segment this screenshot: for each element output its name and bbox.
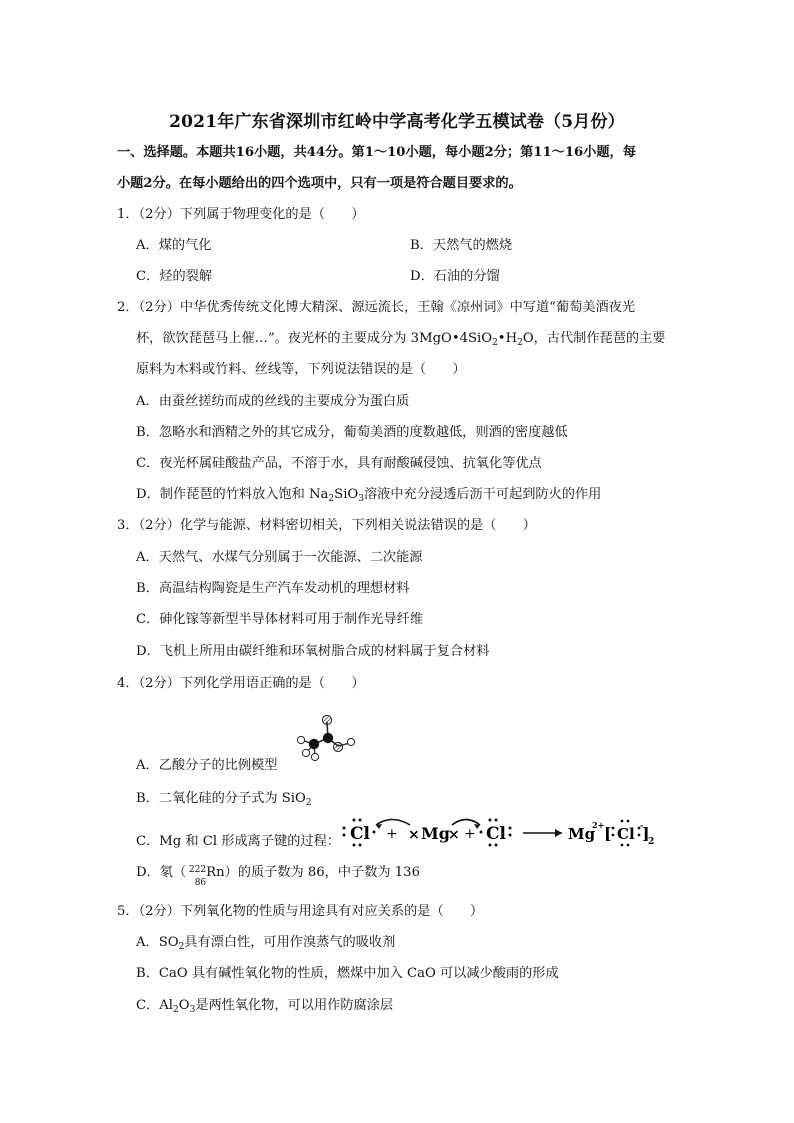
section-instructions-line2: 小题2分。在每小题给出的四个选项中，只有一项是符合题目要求的。 (117, 176, 522, 191)
q2-option-b: B．忽略水和酒精之外的其它成分，葡萄美酒的度数越低，则酒的密度越低 (136, 425, 568, 440)
q2-option-a: A．由蚕丝搓纺而成的丝线的主要成分为蛋白质 (136, 394, 410, 409)
q3-option-b: B．高温结构陶瓷是生产汽车发动机的理想材料 (136, 581, 410, 596)
q4-option-b: B．二氧化硅的分子式为 SiO$_2$ (136, 791, 312, 808)
svg-text:]: ] (642, 824, 650, 843)
q3-option-a: A．天然气、水煤气分别属于一次能源、二次能源 (136, 550, 423, 565)
svg-text:×: × (408, 827, 420, 843)
q5-option-c: C．$Al_2O_3$是两性氧化物，可以用作防腐涂层 (136, 998, 394, 1015)
eq-mg-left: Mg (421, 824, 450, 843)
radon-nuclide-notation: 222 86 (188, 865, 207, 888)
eq-charge: 2+ (592, 820, 605, 830)
page-title: 2021年广东省深圳市红岭中学高考化学五模试卷（5月份） (169, 112, 625, 132)
svg-text:-: - (640, 820, 644, 830)
q3-option-d: D．飞机上所用由碳纤维和环氧树脂合成的材料属于复合材料 (136, 644, 490, 659)
eq-cl-right: Cl (486, 824, 506, 844)
q1-option-d: D．石油的分馏 (410, 269, 500, 284)
q2-stem-line3: 原料为木料或竹料、丝线等，下列说法错误的是（ ） (136, 362, 466, 377)
q1-stem: 1．（2分）下列属于物理变化的是（ ） (117, 207, 365, 222)
q4-option-c: C．Mg 和 Cl 形成离子键的过程： (136, 834, 340, 849)
section-instructions-line1: 一、选择题。本题共16小题，共44分。第1～10小题，每小题2分；第11～16小题，每 (117, 145, 636, 160)
eq-plus-1: + (386, 826, 398, 842)
svg-text:[: [ (604, 824, 612, 843)
q3-option-c: C．砷化镓等新型半导体材料可用于制作光导纤维 (136, 612, 424, 627)
q1-option-b: B．天然气的燃烧 (410, 238, 513, 253)
eq-plus-2: + (464, 826, 476, 842)
q2-stem-line1: 2．（2分）中华优秀传统文化博大精深、源远流长，王翰《凉州词》中写道“葡萄美酒夜光 (117, 300, 636, 315)
q5-stem: 5．（2分）下列氧化物的性质与用途具有对应关系的是（ ） (117, 904, 484, 919)
svg-text:×: × (448, 827, 460, 843)
q2-option-d: D．制作琵琶的竹料放入饱和 $Na_2SiO_3$溶液中充分浸透后沥干可起到防火的作用 (136, 487, 602, 504)
q4-option-d: D．氡（ 222 86 Rn）的质子数为 86，中子数为 136 (136, 865, 420, 888)
q4-stem: 4．（2分）下列化学用语正确的是（ ） (117, 676, 365, 691)
eq-subscript: 2 (648, 837, 655, 847)
q4-option-a: A．乙酸分子的比例模型 (136, 758, 278, 773)
q3-stem: 3．（2分）化学与能源、材料密切相关，下列相关说法错误的是（ ） (117, 518, 536, 533)
q2-option-c: C．夜光杯属硅酸盐产品，不溶于水，具有耐酸碱侵蚀、抗氧化等优点 (136, 456, 542, 471)
acetic-acid-model-image (290, 712, 362, 768)
q1-option-c: C．烃的裂解 (136, 269, 213, 284)
eq-cl-product: Cl (617, 825, 635, 843)
eq-mg-product: Mg (568, 825, 596, 843)
q2-stem-line2: 杯，欲饮琵琶马上催…”。夜光杯的主要成分为 $3MgO•4SiO_2•H_2O$，古代制作琵琶的主要 (136, 331, 666, 348)
q5-option-a: A．$SO_2$具有漂白性，可用作溴蒸气的吸收剂 (136, 935, 396, 952)
ionic-bond-equation-image (340, 812, 660, 852)
eq-cl-left: Cl (350, 824, 370, 844)
q5-option-b: B．CaO 具有碱性氧化物的性质，燃煤中加入 CaO 可以减少酸雨的形成 (136, 966, 559, 981)
q1-option-a: A．煤的气化 (136, 238, 212, 253)
